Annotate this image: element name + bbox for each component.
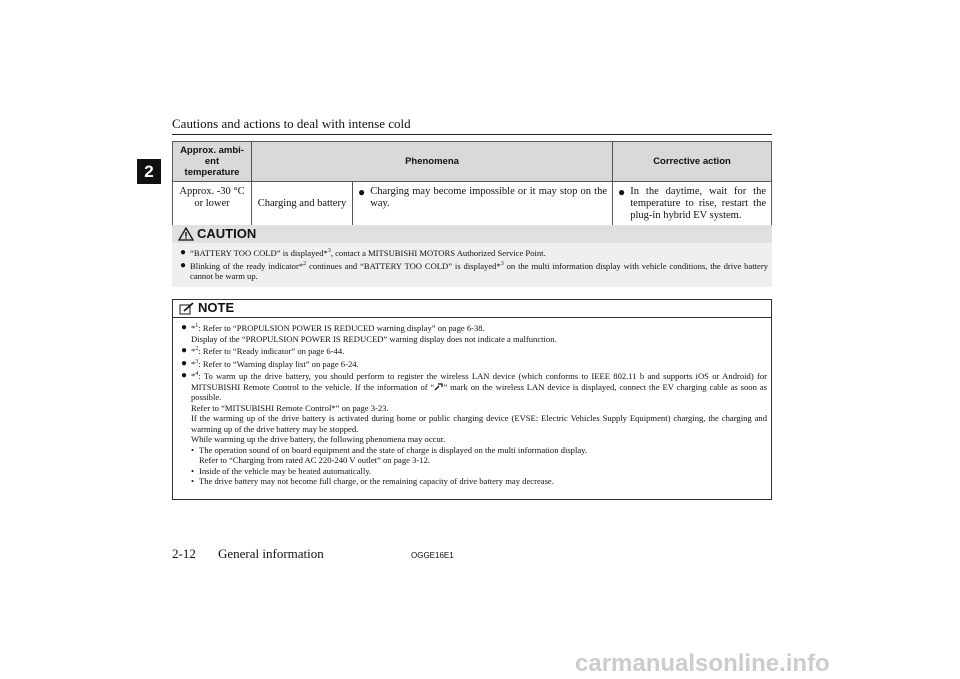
caution-box	[172, 225, 772, 287]
caution-item: ● Blinking of the ready indicator*$^2$ continues and “BATTERY TOO COLD” is displayed*$^3$ on the multi information display with vehicle conditions, the drive battery cannot be warm up.	[180, 259, 768, 281]
note-subitem: • The operation sound of on board equipment and the state of charge is displayed on the multi information display. Refer to “Charging from rated AC 220-240 V outlet” on page 3-12.	[191, 444, 588, 465]
note-items	[173, 318, 771, 487]
caution-item: ● “BATTERY TOO COLD” is displayed*$^3$, contact a MITSUBISHI MOTORS Authorized Service Point.	[180, 247, 546, 258]
bullet-icon: ●	[181, 370, 188, 381]
chapter-tab[interactable]: 2	[137, 159, 161, 184]
note-item: ● *$^1$: Refer to “PROPULSION POWER IS REDUCED warning display” on page 6-38. Display of the “PROPULSION POWER IS REDUCED” warning display does not indicate a malfunction.	[181, 322, 557, 344]
note-title-bar	[173, 300, 771, 318]
phenomena-text: Charging may become impossible or it may stop on the way.	[370, 186, 607, 209]
header-temperature: Approx. ambi- ent temperature	[173, 142, 252, 182]
note-pencil-icon	[179, 302, 195, 315]
note-item: ● *$^2$: Refer to “Ready indicator” on page 6-44.	[181, 345, 345, 356]
watermark: carmanualsonline.info	[575, 650, 830, 677]
note-subitem: • The drive battery may not become full charge, or the remaining capacity of drive battery may decrease.	[191, 476, 554, 486]
footer-page-number: 2-12	[172, 546, 196, 561]
note-item: ● *$^4$: To warm up the drive battery, you should perform to register the wireless LAN device (which conforms to IEEE 802.11 b and supports iOS or Android) for MITSUBISHI Remote Control to the vehicle. If the information of “ ” mark on the wireless LAN device is displayed, connect the EV charging cable as soon as possible. Refer to “MITSUBISHI Remote Control*” on page 3-23. If the warming up of the drive battery is activated during home or public charging device (EVSE: Electric Vehicles Supply Equipment) charging, the charging and warming up of the drive battery may be stopped. While warming up the drive battery, the following phenomena may occur. • The operation sound of on board equipment and the state of charge is displayed on the multi information display. Refer to “Charging from rated AC 220-240 V outlet” on page 3-12. • Inside of the vehicle may be heated automatically. • The drive battery may not become full charge, or the remaining capacity of drive battery may decrease.	[181, 370, 767, 486]
note-subitem: • Inside of the vehicle may be heated automatically.	[191, 465, 372, 476]
note-item: ● *$^3$: Refer to “Warning display list” on page 6-24.	[181, 357, 359, 369]
note-title: NOTE	[198, 300, 235, 316]
warning-triangle-icon	[178, 227, 194, 241]
cell-corrective-action	[613, 182, 772, 227]
bullet-icon: ●	[180, 247, 187, 258]
cell-phenomena-label: Charging and battery	[252, 182, 353, 227]
cell-temperature: Approx. -30 °C or lower	[173, 182, 252, 227]
cell-phenomena	[353, 182, 613, 227]
header-phenomena: Phenomena	[252, 142, 613, 182]
caution-title: CAUTION	[197, 225, 257, 241]
bullet-icon: ●	[181, 357, 188, 369]
bullet-icon: •	[191, 444, 195, 455]
bullet-icon: ●	[181, 345, 188, 356]
footer-doc-code: OGGE16E1	[411, 551, 454, 560]
footer-section-title: General information	[218, 546, 324, 561]
bullet-icon: ●	[358, 185, 366, 199]
action-text: In the daytime, wait for the temperature to rise, restart the plug-in hybrid EV system.	[630, 186, 766, 221]
header-rule	[172, 134, 772, 135]
bullet-icon: ●	[181, 322, 188, 333]
bullet-icon: ●	[618, 185, 626, 199]
bullet-icon: •	[191, 476, 195, 486]
note-box	[172, 299, 772, 500]
conditions-table	[172, 141, 772, 227]
table-header-row	[173, 142, 772, 182]
header-corrective-action: Corrective action	[613, 142, 772, 182]
caution-title-bar	[172, 225, 772, 243]
page-header: Cautions and actions to deal with intense cold	[172, 116, 411, 131]
bullet-icon: •	[191, 465, 195, 476]
bullet-icon: ●	[180, 259, 187, 271]
table-row	[173, 182, 772, 227]
caution-items	[172, 243, 772, 282]
